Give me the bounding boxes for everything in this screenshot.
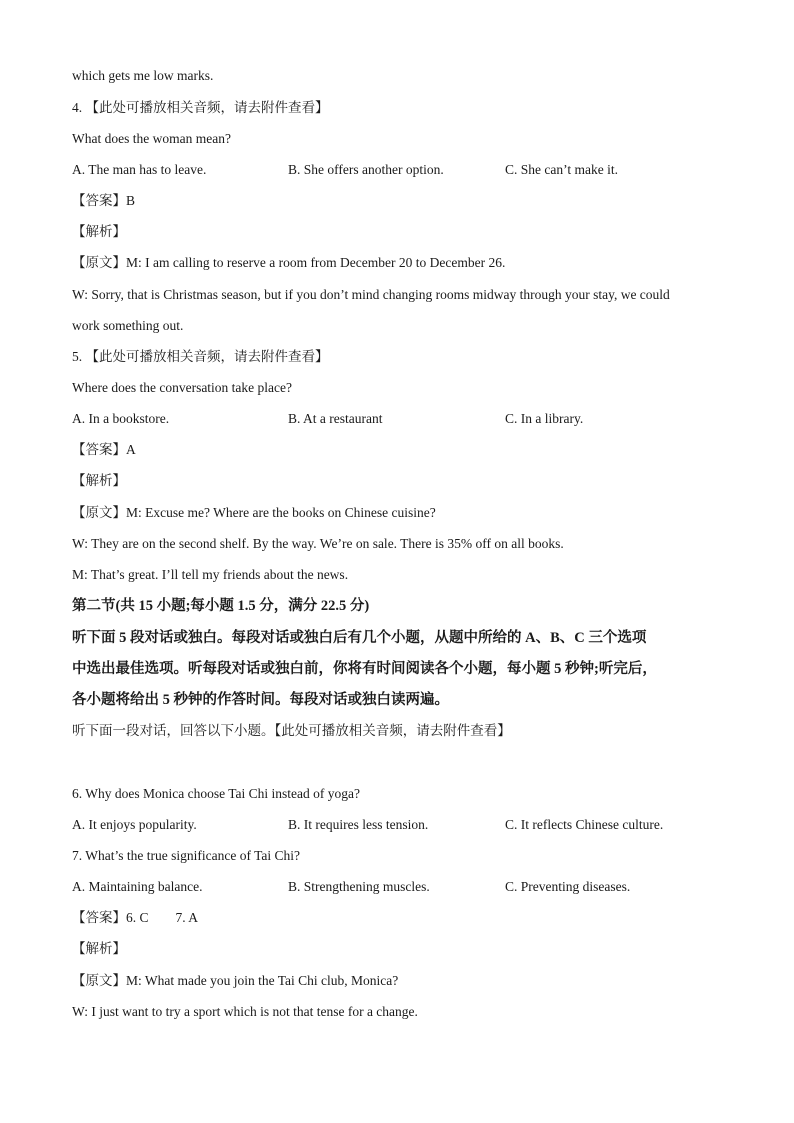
q6-option-a: A. It enjoys popularity. [72, 817, 197, 832]
q5-transcript-2: W: They are on the second shelf. By the way. We’re on sale. There is 35% off on all books. [72, 536, 564, 551]
q4-option-a: A. The man has to leave. [72, 162, 207, 177]
q4-header: 4. 【此处可播放相关音频，请去附件查看】 [72, 100, 329, 115]
q5-header: 5. 【此处可播放相关音频，请去附件查看】 [72, 349, 329, 364]
q5-transcript-1: 【原文】M: Excuse me? Where are the books on Chinese cuisine? [72, 505, 436, 520]
q5-option-b: B. At a restaurant [288, 411, 383, 426]
section2-title: 第二节(共 15 小题;每小题 1.5 分，满分 22.5 分) [72, 598, 370, 614]
q4-transcript-3: work something out. [72, 318, 184, 333]
q7-option-b: B. Strengthening muscles. [288, 879, 430, 894]
q7-option-c: C. Preventing diseases. [505, 879, 631, 894]
q67-answer: 【答案】6. C 7. A [72, 910, 199, 925]
section2-instruction-1: 听下面 5 段对话或独白。每段对话或独白后有几个小题，从题中所给的 A、B、C 三个选项 [72, 630, 647, 646]
q7-option-a: A. Maintaining balance. [72, 879, 203, 894]
q4-answer: 【答案】B [72, 193, 136, 208]
q4-question: What does the woman mean? [72, 131, 231, 146]
q67-analysis: 【解析】 [72, 941, 126, 956]
q4-option-b: B. She offers another option. [288, 162, 444, 177]
q67-transcript-2: W: I just want to try a sport which is not that tense for a change. [72, 1004, 418, 1019]
q67-transcript-1: 【原文】M: What made you join the Tai Chi club, Monica? [72, 973, 399, 988]
section2-instruction-2: 中选出最佳选项。听每段对话或独白前，你将有时间阅读各个小题，每小题 5 秒钟;听完后， [72, 661, 657, 677]
q7-question: 7. What’s the true significance of Tai Chi? [72, 848, 300, 863]
q5-transcript-3: M: That’s great. I’ll tell my friends about the news. [72, 567, 349, 582]
q6-question: 6. Why does Monica choose Tai Chi instead of yoga? [72, 786, 360, 801]
listen-intro: 听下面一段对话，回答以下小题。【此处可播放相关音频，请去附件查看】 [72, 723, 511, 738]
q5-answer: 【答案】A [72, 442, 136, 457]
q6-option-c: C. It reflects Chinese culture. [505, 817, 664, 832]
section2-instruction-3: 各小题将给出 5 秒钟的作答时间。每段对话或独白读两遍。 [72, 692, 449, 708]
q5-option-a: A. In a bookstore. [72, 411, 170, 426]
continued-text: which gets me low marks. [72, 68, 214, 83]
q4-analysis: 【解析】 [72, 224, 126, 239]
q4-option-c: C. She can’t make it. [505, 162, 618, 177]
q4-transcript-2: W: Sorry, that is Christmas season, but if you don’t mind changing rooms midway through your stay, we could [72, 287, 670, 302]
q5-option-c: C. In a library. [505, 411, 584, 426]
q6-option-b: B. It requires less tension. [288, 817, 429, 832]
q4-transcript-1: 【原文】M: I am calling to reserve a room from December 20 to December 26. [72, 255, 506, 270]
q5-analysis: 【解析】 [72, 473, 126, 488]
q5-question: Where does the conversation take place? [72, 380, 293, 395]
